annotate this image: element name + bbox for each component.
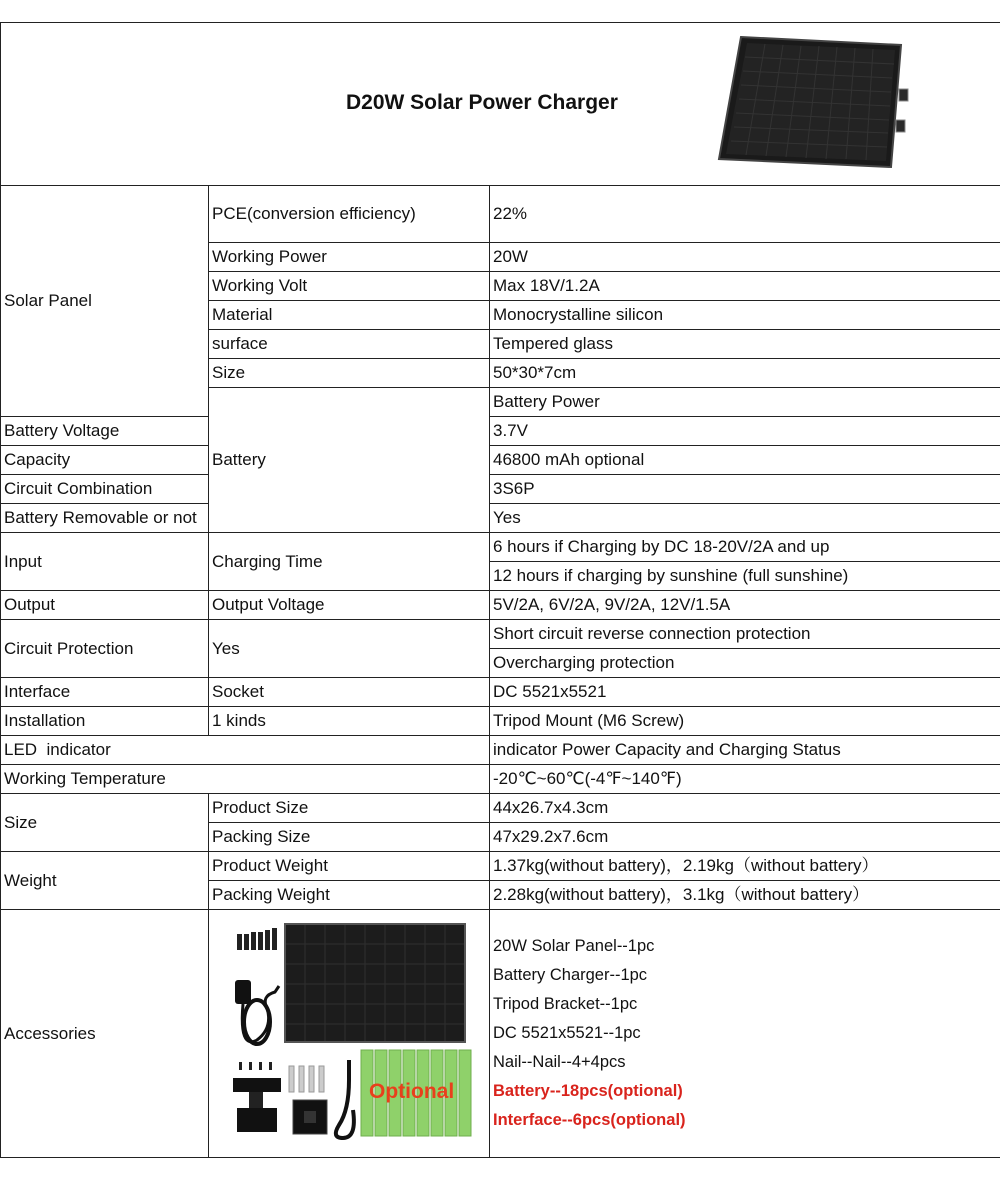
spec-value: Tempered glass	[490, 330, 1000, 359]
group-label-circuit-protection: Circuit Protection	[1, 620, 209, 678]
spec-value: 22%	[490, 186, 1000, 243]
list-item: Nail--Nail--4+4pcs	[493, 1053, 626, 1071]
spec-value: Monocrystalline silicon	[490, 301, 1000, 330]
spec-value: 44x26.7x4.3cm	[490, 794, 1000, 823]
spec-value: -20℃~60℃(-4℉~140℉)	[490, 765, 1000, 794]
group-label-temperature: Working Temperature	[1, 765, 490, 794]
group-label-led: LED indicator	[1, 736, 490, 765]
group-label-solar-panel: Solar Panel	[1, 186, 209, 417]
spec-name: Packing Size	[209, 823, 490, 852]
spec-name: Material	[209, 301, 490, 330]
spec-name: PCE(conversion efficiency)	[209, 186, 490, 243]
table-row	[1, 417, 1000, 446]
spec-value: 46800 mAh optional	[490, 446, 1000, 475]
spec-value: 3.7V	[490, 417, 1000, 446]
solar-panel-image	[713, 35, 913, 170]
page-title: D20W Solar Power Charger	[346, 91, 618, 114]
spec-value: 20W	[490, 243, 1000, 272]
spec-sheet	[0, 22, 1000, 1158]
group-label-battery: Battery	[209, 388, 490, 533]
table-row	[1, 794, 1000, 823]
spec-value: indicator Power Capacity and Charging Status	[490, 736, 1000, 765]
list-item-optional: Battery--18pcs(optional)	[493, 1082, 683, 1100]
spec-value: 50*30*7cm	[490, 359, 1000, 388]
spec-name: Yes	[209, 620, 490, 678]
table-row	[1, 620, 1000, 649]
group-label-size: Size	[1, 794, 209, 852]
accessories-image	[209, 910, 489, 1148]
spec-value: Tripod Mount (M6 Screw)	[490, 707, 1000, 736]
spec-name: Socket	[209, 678, 490, 707]
spec-value: DC 5521x5521	[490, 678, 1000, 707]
table-row	[1, 736, 1000, 765]
spec-name: Packing Weight	[209, 881, 490, 910]
group-label-interface: Interface	[1, 678, 209, 707]
optional-tag: Optional	[369, 1080, 455, 1103]
spec-name: Size	[209, 359, 490, 388]
spec-name: Output Voltage	[209, 591, 490, 620]
spec-value: 47x29.2x7.6cm	[490, 823, 1000, 852]
spec-name: Battery Power	[490, 388, 1000, 417]
table-row	[1, 591, 1000, 620]
spec-value: 3S6P	[490, 475, 1000, 504]
spec-name: surface	[209, 330, 490, 359]
list-item: 20W Solar Panel--1pc	[493, 937, 655, 955]
spec-value: 12 hours if charging by sunshine (full sunshine)	[490, 562, 1000, 591]
spec-name: Working Volt	[209, 272, 490, 301]
accessories-list-cell	[490, 910, 1000, 1158]
table-row	[1, 910, 1000, 1158]
list-item: Battery Charger--1pc	[493, 966, 648, 984]
accessories-list	[493, 915, 1000, 1153]
header-row	[1, 23, 1000, 186]
table-row	[1, 678, 1000, 707]
spec-value: 2.28kg(without battery)，3.1kg（without battery）	[490, 881, 1000, 910]
list-item-optional: Interface--6pcs(optional)	[493, 1111, 686, 1129]
spec-name: Charging Time	[209, 533, 490, 591]
table-row	[1, 533, 1000, 562]
list-item: Tripod Bracket--1pc	[493, 995, 638, 1013]
accessories-image-cell	[209, 910, 490, 1158]
table-row	[1, 475, 1000, 504]
spec-value: 1.37kg(without battery)，2.19kg（without battery）	[490, 852, 1000, 881]
spec-value: Overcharging protection	[490, 649, 1000, 678]
table-row	[1, 765, 1000, 794]
table-row	[1, 446, 1000, 475]
spec-name: Capacity	[1, 446, 209, 475]
spec-value: 6 hours if Charging by DC 18-20V/2A and up	[490, 533, 1000, 562]
spec-name: Battery Voltage	[1, 417, 209, 446]
spec-table	[0, 22, 1000, 1158]
spec-name: Circuit Combination	[1, 475, 209, 504]
table-row	[1, 852, 1000, 881]
header-cell	[1, 23, 1000, 186]
group-label-accessories: Accessories	[1, 910, 209, 1158]
table-row	[1, 186, 1000, 243]
group-label-output: Output	[1, 591, 209, 620]
spec-value: Max 18V/1.2A	[490, 272, 1000, 301]
table-row	[1, 504, 1000, 533]
group-label-installation: Installation	[1, 707, 209, 736]
spec-name: Battery Removable or not	[1, 504, 209, 533]
spec-name: Working Power	[209, 243, 490, 272]
spec-value: 5V/2A, 6V/2A, 9V/2A, 12V/1.5A	[490, 591, 1000, 620]
spec-name: Product Weight	[209, 852, 490, 881]
table-row	[1, 707, 1000, 736]
spec-value: Yes	[490, 504, 1000, 533]
group-label-weight: Weight	[1, 852, 209, 910]
group-label-input: Input	[1, 533, 209, 591]
spec-name: Product Size	[209, 794, 490, 823]
spec-name: 1 kinds	[209, 707, 490, 736]
list-item: DC 5521x5521--1pc	[493, 1024, 641, 1042]
spec-value: Short circuit reverse connection protection	[490, 620, 1000, 649]
